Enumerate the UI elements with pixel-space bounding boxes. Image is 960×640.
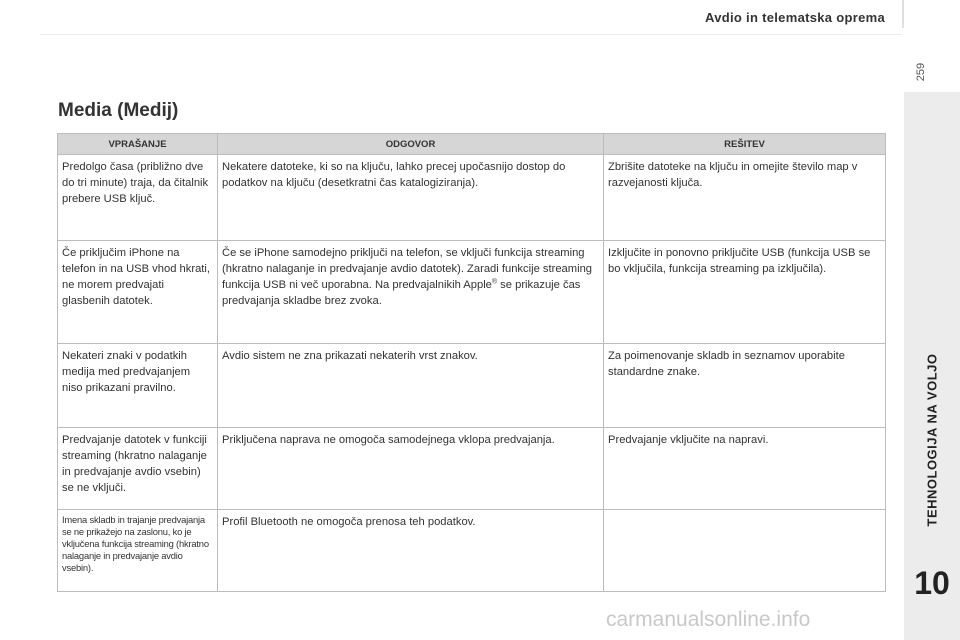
table-row [58,428,886,510]
solution-cell: Za poimenovanje skladb in seznamov uporabite standardne znake. [604,344,886,428]
registered-mark: ® [491,278,498,286]
table-header-row [58,134,886,155]
column-header-answer: ODGOVOR [218,134,604,155]
question-cell: Imena skladb in trajanje predvajanja se ne prikažejo na zaslonu, ko je vključena funkcija streaming (hkratno nalaganje in predvajanje avdio vsebin). [58,510,218,592]
answer-cell: Priključena naprava ne omogoča samodejnega vklopa predvajanja. [218,428,604,510]
table-row [58,241,886,344]
page-number: 259 [915,62,927,82]
question-cell: Predolgo časa (približno dve do tri minute) traja, da čitalnik prebere USB ključ. [58,155,218,241]
faq-table [57,133,886,592]
answer-text-continued: se prikazuje čas predvajanja skladbe brez zvoka. [222,279,581,307]
table-row [58,155,886,241]
answer-cell: Avdio sistem ne zna prikazati nekaterih vrst znakov. [218,344,604,428]
answer-cell: Nekatere datoteke, ki so na ključu, lahko precej upočasnijo dostop do podatkov na ključu (desetkratni čas katalogiziranja). [218,155,604,241]
watermark: carmanualsonline.info [606,608,811,631]
solution-cell: Predvajanje vključite na napravi. [604,428,886,510]
answer-cell: Profil Bluetooth ne omogoča prenosa teh podatkov. [218,510,604,592]
table-row [58,510,886,592]
solution-cell: Zbrišite datoteke na ključu in omejite število map v razvejanosti ključa. [604,155,886,241]
table-row [58,344,886,428]
section-title: Media (Medij) [58,100,179,121]
question-cell: Predvajanje datotek v funkciji streaming (hkratno nalaganje in predvajanje avdio vsebin) se ne vključi. [58,428,218,510]
chapter-number: 10 [914,565,950,601]
solution-cell: Izključite in ponovno priključite USB (funkcija USB se bo vključila, funkcija streaming pa izključila). [604,241,886,344]
header-vertical-divider [902,0,904,28]
column-header-question: VPRAŠANJE [58,134,218,155]
column-header-solution: REŠITEV [604,134,886,155]
answer-cell [218,241,604,344]
answer-text: Če se iPhone samodejno priključi na telefon, se vključi funkcija streaming (hkratno nalaganje in predvajanje avdio datotek). Zaradi funkcije streaming funkcija USB ni več uporabna. Na predvajalnikih Apple [222,247,593,291]
solution-cell [604,510,886,592]
question-cell: Če priključim iPhone na telefon in na USB vhod hkrati, ne morem predvajati glasbenih datotek. [58,241,218,344]
header-divider [40,34,902,35]
chapter-title: TEHNOLOGIJA NA VOLJO [924,353,940,527]
question-cell: Nekateri znaki v podatkih medija med predvajanjem niso prikazani pravilno. [58,344,218,428]
page-header-title: Avdio in telematska oprema [705,10,885,25]
